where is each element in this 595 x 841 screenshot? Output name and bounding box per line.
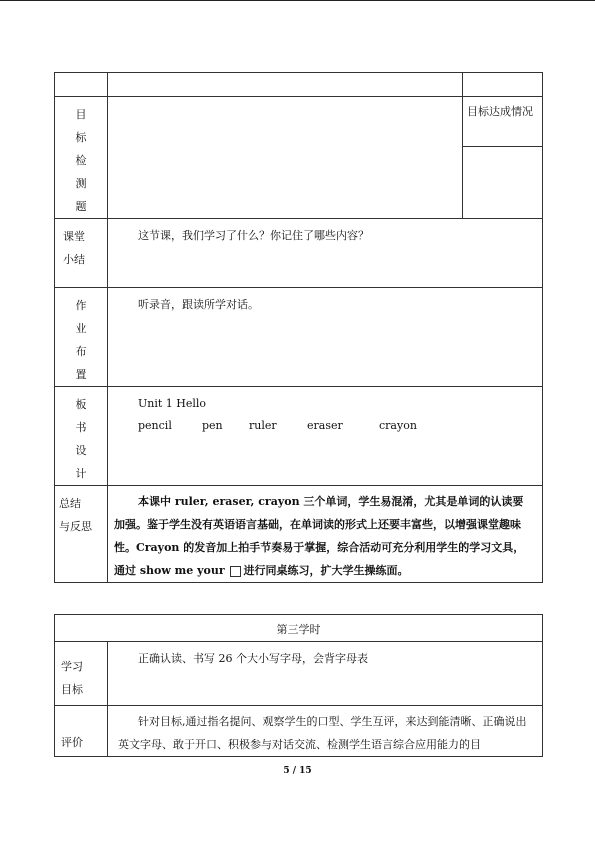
goal-check-label: 目 标 检 测 题 <box>55 97 108 219</box>
homework-row <box>55 288 543 387</box>
reflection-row <box>55 486 543 583</box>
learning-goals-text: 正确认读、书写 26 个大小写字母，会背字母表 <box>108 642 543 706</box>
page-number: 5 / 15 <box>283 766 312 776</box>
period-title: 第三学时 <box>55 615 543 642</box>
board-word: ruler <box>249 419 277 432</box>
class-summary-label: 课堂 小结 <box>55 219 108 288</box>
evaluation-row <box>55 706 543 757</box>
board-word: eraser <box>307 419 343 432</box>
lesson-plan-table <box>54 72 543 583</box>
board-design-label: 板 书 设 计 <box>55 387 108 486</box>
lesson-plan-table-period-3 <box>54 614 543 757</box>
goal-check-row <box>55 97 543 147</box>
goal-check-content <box>108 97 463 219</box>
board-word: pen <box>202 419 223 432</box>
board-title: Unit 1 Hello <box>138 397 207 410</box>
reflection-text: 本课中 ruler, eraser, crayon 三个单词，学生易混淆，尤其是单词的认读要加强。鉴于学生没有英语语言基础，在单词读的形式上还要丰富些，以增强课堂趣味性。Crayon 的发音加上拍手节奏易于掌握，综合活动可充分利用学生的学习文具，通过 show me your 进行同桌练习，扩大学生操练面。 <box>108 486 543 583</box>
checkbox-icon <box>230 566 241 577</box>
class-summary-text: 这节课，我们学习了什么？你记住了哪些内容？ <box>108 219 543 288</box>
learning-goals-row <box>55 642 543 706</box>
board-design-row <box>55 387 543 486</box>
evaluation-label: 评价 <box>55 706 108 757</box>
goal-status-header: 目标达成情况 <box>463 97 543 147</box>
reflection-label: 总结 与反思 <box>55 486 108 583</box>
header-rule <box>0 0 595 1</box>
class-summary-row <box>55 219 543 288</box>
goal-status-cell <box>463 147 543 219</box>
learning-goals-label: 学习 目标 <box>55 642 108 706</box>
table-header-row <box>55 73 543 97</box>
board-word-list <box>138 415 532 437</box>
homework-text: 听录音，跟读所学对话。 <box>108 288 543 387</box>
board-design-content <box>108 387 543 486</box>
period-title-row <box>55 615 543 642</box>
homework-label: 作 业 布 置 <box>55 288 108 387</box>
board-word: pencil <box>138 419 172 432</box>
board-word: crayon <box>379 419 417 432</box>
evaluation-text: 针对目标,通过指名提问、观察学生的口型、学生互评，来达到能清晰、正确说出英文字母、敢于开口、积极参与对话交流、检测学生语言综合应用能力的目 <box>108 706 543 757</box>
